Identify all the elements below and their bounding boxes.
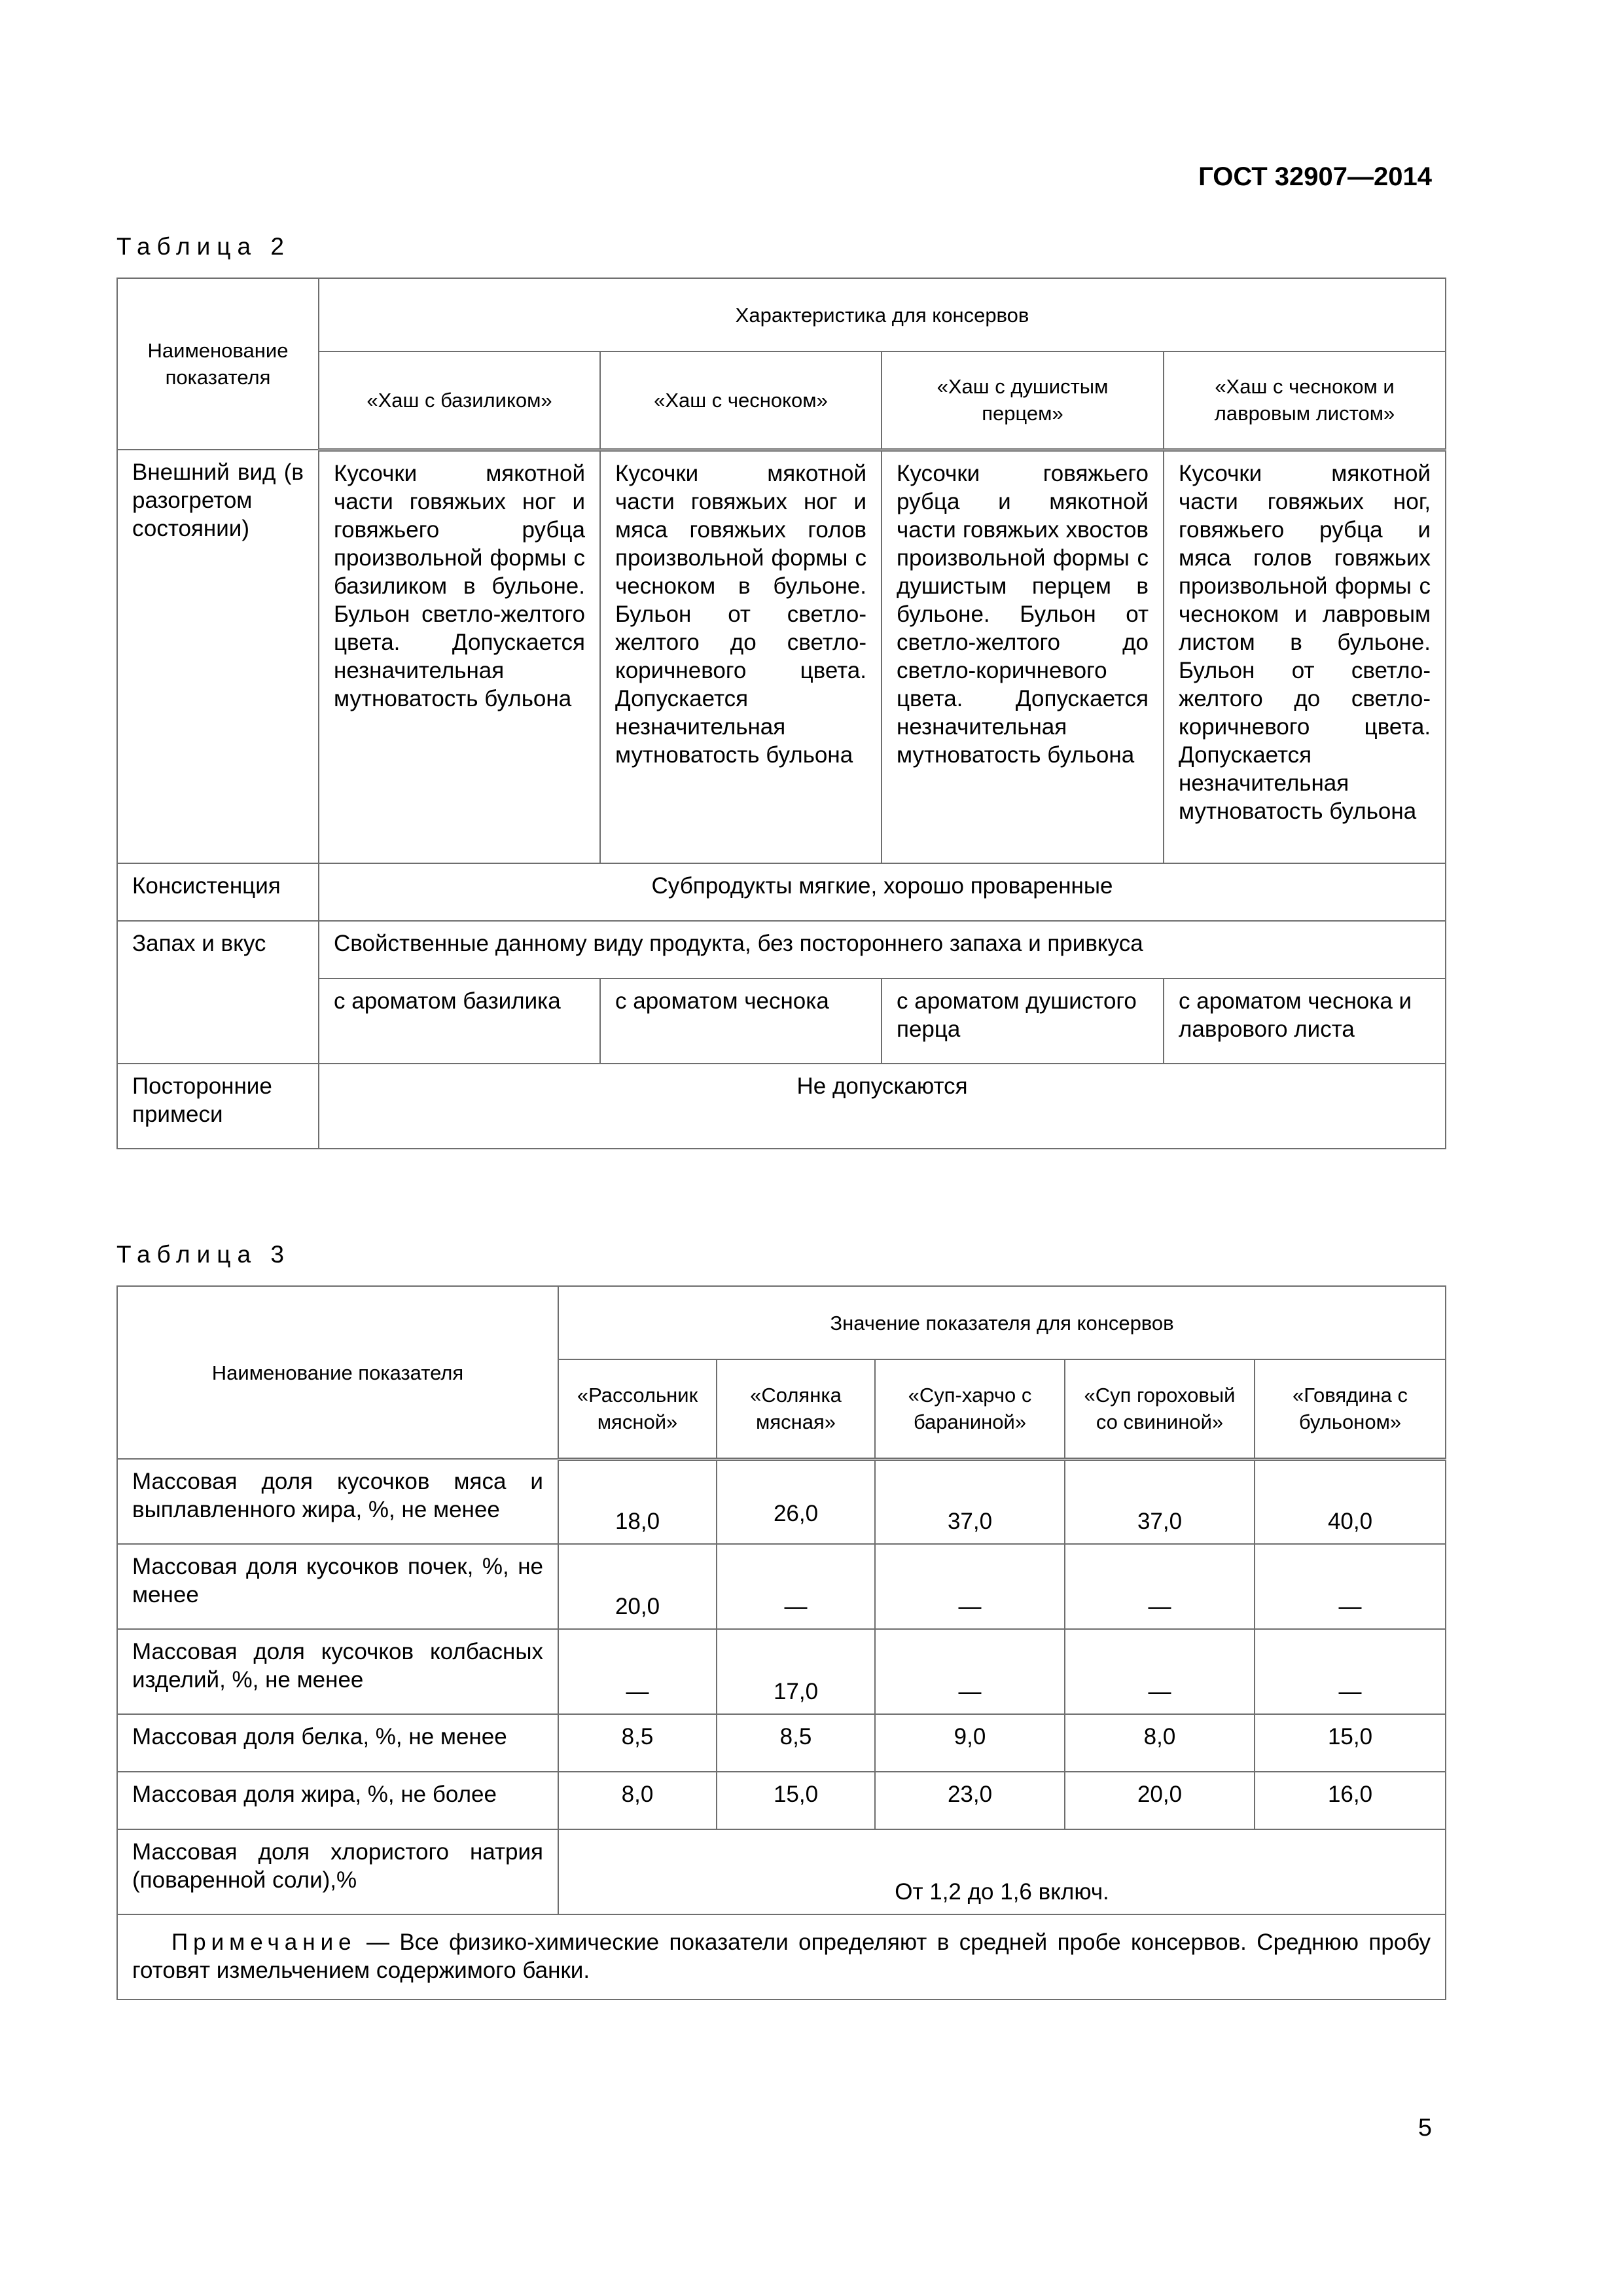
- appearance-cell: Кусочки мякотной части говяжьих ног и говяжьего рубца произвольной формы с базиликом в бульоне. Бульон светло-желтого цвета. Допускается незначительная мутноватость бульона: [319, 450, 600, 863]
- table3-cell: 20,0: [1065, 1772, 1255, 1829]
- table3-header-name: Наименование показателя: [117, 1286, 558, 1459]
- table3-note: [117, 1914, 1446, 2000]
- table3-cell: 8,0: [1065, 1714, 1255, 1772]
- table3-cell: 15,0: [1255, 1714, 1446, 1772]
- smell-common: Свойственные данному виду продукта, без постороннего запаха и привкуса: [319, 921, 1446, 978]
- table2-header-col: «Хаш с чесноком и лавровым листом»: [1164, 351, 1446, 450]
- page-number: 5: [1418, 2114, 1432, 2142]
- table3-cell: 8,0: [558, 1772, 717, 1829]
- table3-row-label: Массовая доля жира, %, не более: [117, 1772, 558, 1829]
- table3-cell: 23,0: [875, 1772, 1065, 1829]
- row-label-impurities: Посторонние примеси: [117, 1064, 319, 1149]
- impurities-value: Не допускаются: [319, 1064, 1446, 1149]
- note-prefix: Примечание: [171, 1929, 357, 1955]
- table3-cell: —: [875, 1629, 1065, 1714]
- table2-header-col: «Хаш с чесноком»: [600, 351, 882, 450]
- table2-header-group: Характеристика для консервов: [319, 278, 1446, 351]
- table3-cell: 37,0: [1065, 1459, 1255, 1544]
- table3-cell: 9,0: [875, 1714, 1065, 1772]
- table3-row-label-salt: Массовая доля хлористого натрия (поваренной соли),%: [117, 1829, 558, 1914]
- table3-cell: —: [1255, 1629, 1446, 1714]
- table3-header-group: Значение показателя для консервов: [558, 1286, 1446, 1359]
- table3-header-col: «Суп гороховый со свининой»: [1065, 1359, 1255, 1459]
- table3-cell: —: [875, 1544, 1065, 1629]
- smell-cell: с ароматом душистого перца: [882, 978, 1164, 1064]
- table3-cell: 8,5: [717, 1714, 875, 1772]
- table3-row-label: Массовая доля кусочков мяса и выплавленного жира, %, не менее: [117, 1459, 558, 1544]
- smell-cell: с ароматом базилика: [319, 978, 600, 1064]
- table2: [116, 278, 1446, 1149]
- table3-cell: —: [1065, 1544, 1255, 1629]
- table2-header-name: Наименование показателя: [117, 278, 319, 450]
- table3-header-col: «Рассольник мясной»: [558, 1359, 717, 1459]
- table3-cell: —: [1255, 1544, 1446, 1629]
- row-label-appearance: Внешний вид (в разогретом состоянии): [117, 450, 319, 863]
- table3-cell: —: [1065, 1629, 1255, 1714]
- table3-row-label: Массовая доля белка, %, не менее: [117, 1714, 558, 1772]
- table3-cell: 26,0: [717, 1459, 875, 1544]
- table3-cell: —: [717, 1544, 875, 1629]
- document-code: ГОСТ 32907—2014: [1198, 162, 1432, 191]
- table3-cell: 8,5: [558, 1714, 717, 1772]
- table3-cell: 15,0: [717, 1772, 875, 1829]
- table2-header-col: «Хаш с душистым перцем»: [882, 351, 1164, 450]
- consistency-value: Субпродукты мягкие, хорошо проваренные: [319, 863, 1446, 921]
- table3-cell: 18,0: [558, 1459, 717, 1544]
- table3-cell: 37,0: [875, 1459, 1065, 1544]
- table3-header-col: «Говядина с бульоном»: [1255, 1359, 1446, 1459]
- appearance-cell: Кусочки говяжьего рубца и мякотной части говяжьих хвостов произвольной формы с душистым перцем в бульоне. Бульон от светло-желтого до светло-коричневого цвета. Допускается незначительная мутноватость бульона: [882, 450, 1164, 863]
- table3-row-label: Массовая доля кусочков почек, %, не менее: [117, 1544, 558, 1629]
- appearance-cell: Кусочки мякотной части говяжьих ног, говяжьего рубца и мяса голов говяжьих произвольной формы с чесноком и лавровым листом в бульоне. Бульон от светло-желтого до светло-коричневого цвета. Допускается незначительная мутноватость бульона: [1164, 450, 1446, 863]
- table3-cell: —: [558, 1629, 717, 1714]
- table2-header-col: «Хаш с базиликом»: [319, 351, 600, 450]
- salt-value: От 1,2 до 1,6 включ.: [558, 1829, 1446, 1914]
- appearance-cell: Кусочки мякотной части говяжьих ног и мяса говяжьих голов произвольной формы с чесноком в бульоне. Бульон от светло-желтого до светло-коричневого цвета. Допускается незначительная мутноватость бульона: [600, 450, 882, 863]
- table3-row-label: Массовая доля кусочков колбасных изделий, %, не менее: [117, 1629, 558, 1714]
- table3-cell: 17,0: [717, 1629, 875, 1714]
- row-label-consistency: Консистенция: [117, 863, 319, 921]
- row-label-smell: Запах и вкус: [117, 921, 319, 1064]
- smell-cell: с ароматом чеснока: [600, 978, 882, 1064]
- table3-cell: 40,0: [1255, 1459, 1446, 1544]
- table3-caption: Таблица 3: [116, 1241, 291, 1268]
- smell-cell: с ароматом чеснока и лаврового листа: [1164, 978, 1446, 1064]
- table3-header-col: «Суп-харчо с бараниной»: [875, 1359, 1065, 1459]
- table3: [116, 1285, 1446, 2000]
- table3-cell: 20,0: [558, 1544, 717, 1629]
- table3-header-col: «Солянка мясная»: [717, 1359, 875, 1459]
- table3-cell: 16,0: [1255, 1772, 1446, 1829]
- note-text: — Все физико-химические показатели определяют в средней пробе консервов. Среднюю пробу готовят измельчением содержимого банки.: [132, 1929, 1431, 1983]
- table2-caption: Таблица 2: [116, 233, 291, 260]
